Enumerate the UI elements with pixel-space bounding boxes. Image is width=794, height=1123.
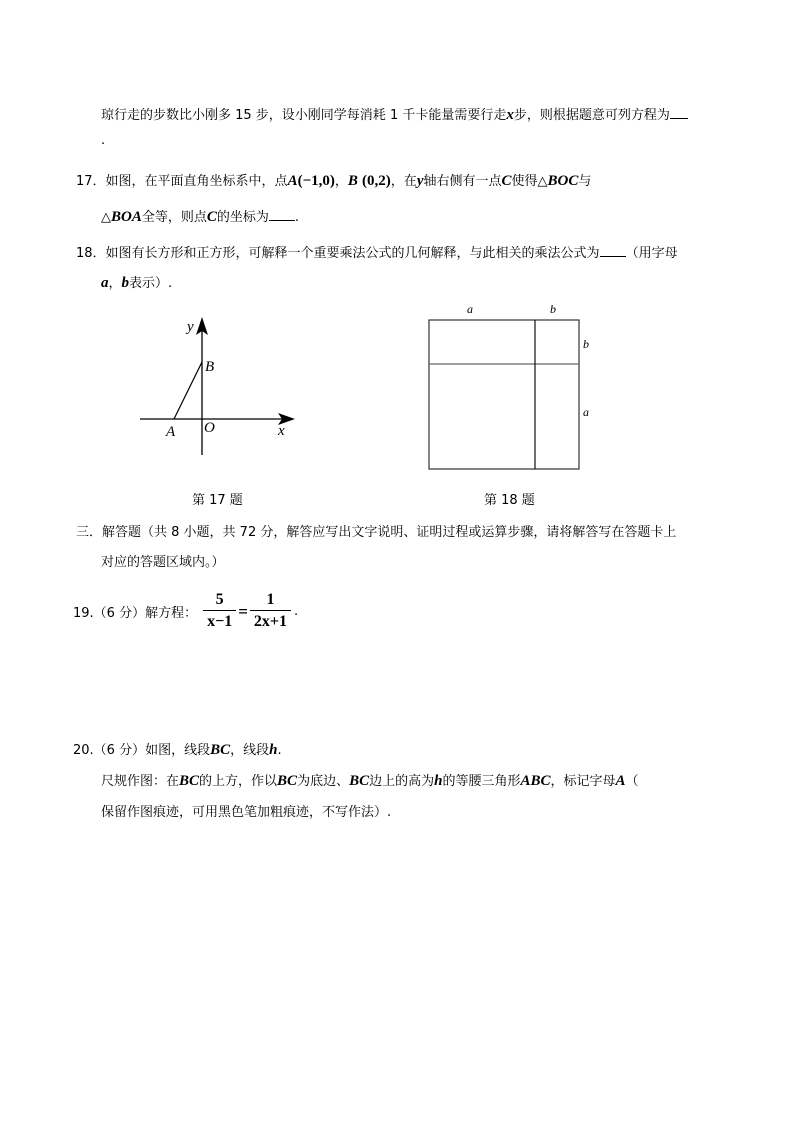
section-3-heading-cont: 对应的答题区域内。） [101, 555, 225, 570]
segment-h: h [434, 773, 443, 789]
segment-bc: BC [210, 742, 231, 758]
figure-17-caption: 第 17 题 [192, 493, 243, 508]
label-y: y [187, 319, 194, 335]
figure-17-coordinate-plane [130, 305, 310, 465]
point-c: C [206, 209, 217, 225]
q16-text-a: 琼行走的步数比小刚多 15 步，设小刚同学每消耗 1 千卡能量需要行走 [101, 108, 507, 123]
figure-18-caption: 第 18 题 [484, 493, 535, 508]
point-a: A [615, 773, 626, 789]
q16-text-b: 步，则根据题意可列方程为 [513, 108, 670, 123]
figure-18-square-diagram [415, 295, 605, 480]
period: . [277, 743, 282, 758]
label-top-b: b [550, 302, 556, 316]
q20-text: ，线段 [230, 743, 270, 758]
q16-line2: . [101, 133, 106, 148]
point-a-coord: (−1,0) [297, 173, 335, 189]
point-c: C [501, 173, 512, 189]
q20-text: 为底边、 [297, 774, 350, 789]
numerator: 5 [215, 591, 224, 608]
denominator: x−1 [203, 610, 236, 633]
segment-h: h [269, 742, 278, 758]
triangle-boa: BOA [111, 209, 142, 225]
separator: ， [334, 174, 348, 189]
q20-line3: 保留作图痕迹，可用黑色笔加粗痕迹，不写作法）. [101, 805, 392, 820]
label-o: O [204, 420, 215, 436]
var-a: a [101, 275, 109, 291]
section-3-heading: 三．解答题（共 8 小题，共 72 分，解答应写出文字说明、证明过程或运算步骤，请将解答写在答题卡上 [76, 525, 677, 540]
q17-text: ，在 [390, 174, 417, 189]
period: . [294, 210, 300, 225]
q20-text: 的等腰三角形 [442, 774, 521, 789]
q20-text: （ [625, 774, 639, 789]
answer-blank[interactable] [600, 244, 626, 257]
q17-text: 全等，则点 [141, 210, 207, 225]
var-b: b [121, 275, 130, 291]
segment-bc: BC [349, 773, 370, 789]
segment-ab [174, 362, 202, 419]
equals-sign: = [238, 601, 248, 621]
label-right-b: b [583, 337, 589, 351]
q20-line2 [101, 770, 639, 790]
segment-bc: BC [277, 773, 298, 789]
var-x: x [506, 107, 514, 123]
q20-text: 的上方，作以 [199, 774, 278, 789]
outer-square [429, 320, 579, 469]
label-top-a: a [467, 302, 473, 316]
q18-line2 [101, 272, 172, 292]
q17-text: 使得△ [511, 174, 548, 189]
denominator: 2x+1 [250, 610, 291, 633]
q20-text: 尺规作图：在 [101, 774, 180, 789]
q19 [73, 590, 298, 633]
question-number: 17． [76, 174, 106, 189]
label-x: x [278, 423, 285, 439]
fraction-right [250, 590, 291, 633]
label-a: A [166, 424, 176, 440]
q18-line1 [76, 242, 678, 261]
point-a: A [287, 173, 298, 189]
triangle-symbol: △ [101, 210, 111, 225]
question-number: 18． [76, 246, 106, 261]
var-y: y [416, 173, 424, 189]
q20-text: 边上的高为 [369, 774, 435, 789]
q17-line1 [76, 170, 591, 190]
label-right-a: a [583, 405, 589, 419]
label-b: B [205, 359, 215, 375]
q17-text: 与 [578, 174, 592, 189]
q17-text: 如图，在平面直角坐标系中，点 [105, 174, 288, 189]
q17-text: 的坐标为 [216, 210, 269, 225]
q18-text: 如图有长方形和正方形，可解释一个重要乘法公式的几何解释，与此相关的乘法公式为 [105, 246, 600, 261]
point-b: B [347, 173, 358, 189]
q20-text: ，标记字母 [550, 774, 616, 789]
q16-line1 [101, 104, 688, 124]
numerator: 1 [266, 591, 275, 608]
q18-text: 表示）. [129, 276, 173, 291]
triangle-abc: ABC [520, 773, 551, 789]
period: . [294, 604, 299, 619]
q17-text: 轴右侧有一点 [423, 174, 502, 189]
q19-label: 19.（6 分）解方程： [73, 606, 198, 621]
fraction-left [203, 590, 236, 633]
q20-line1 [73, 739, 282, 759]
q20-label: 20.（6 分）如图，线段 [73, 743, 211, 758]
point-b-coord: (0,2) [362, 173, 391, 189]
segment-bc: BC [179, 773, 200, 789]
q17-line2 [101, 206, 299, 226]
answer-blank[interactable] [670, 106, 688, 119]
triangle-boc: BOC [547, 173, 579, 189]
answer-blank[interactable] [269, 208, 295, 221]
q18-text: （用字母 [625, 246, 678, 261]
separator: ， [108, 276, 122, 291]
